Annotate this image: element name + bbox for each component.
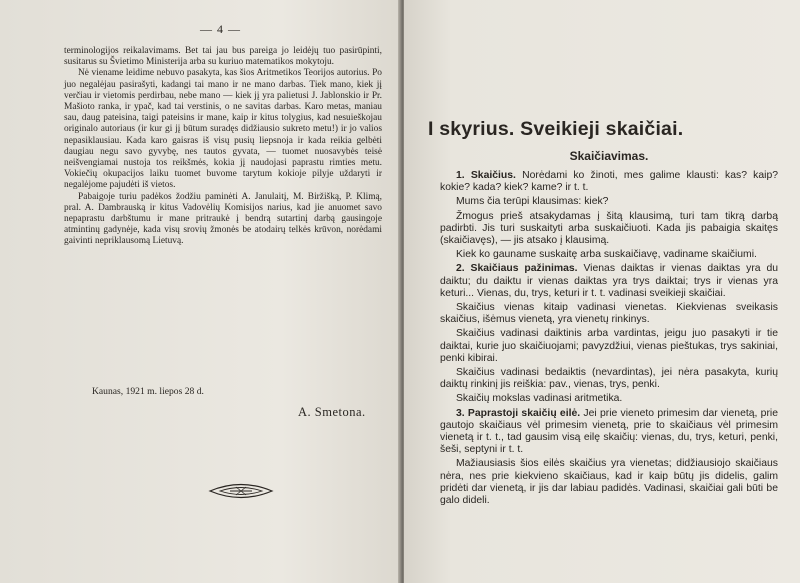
section-paragraph: Skaičius vienas kitaip vadinasi vienetas. Kiekvienas sveikasis skaičius, išėmus vienetą, yra vienetų rinkinys. xyxy=(440,302,778,326)
section-paragraph: Žmogus prieš atsakydamas į šitą klausimą, turi tam tikrą darbą padirbti. Jis turi suskaityti arba suskaičiuoti. Kada jis pabaigia skaitęs (skaičiavęs), — jis atsako į klausimą. xyxy=(440,210,778,247)
section-paragraph xyxy=(440,170,778,194)
page-number: — 4 — xyxy=(200,22,241,36)
section-heading: 3. Paprastoji skaičių eilė. xyxy=(456,407,581,419)
ornament-icon xyxy=(208,480,274,502)
preface-text xyxy=(64,46,382,248)
paragraph-text: Vienas daiktas ir vienas daiktas yra du daiktu; du daiktu ir vienas daiktas yra trys daiktai; trys ir vienas yra keturi... Vienas, du, trys, keturi ir t. t. vadinasi sveikieji skaičiai. xyxy=(440,263,779,299)
chapter-subtitle: Skaičiavimas. xyxy=(569,149,649,163)
section-heading: 2. Skaičiaus pažinimas. xyxy=(456,263,578,275)
chapter-title: I skyrius. Sveikieji skaičiai. xyxy=(428,118,684,140)
paragraph-text: Norėdami ko žinoti, mes galime klausti: kas? kaip? kokie? kada? kiek? kame? ir t. t. xyxy=(440,170,779,194)
preface-paragraph: Pabaigoje turiu padėkos žodžiu paminėti A. Janulaitį, M. Biržišką, P. Klimą, pral. A. Dambrauską ir kitus Vadovėlių Komisijos narius, kad jie anuomet savo nepaprastu darbštumu ir mane pritraukė į bendrą sutartinį darbą gausingoje atmintinų gadynėje, kada visų srovių žmonės be atodairų telkės krūvon, norėdami gaivinti nepriklausomą Lietuvą. xyxy=(64,191,382,247)
chapter-text xyxy=(440,170,778,507)
section-paragraph: Skaičių mokslas vadinasi aritmetika. xyxy=(456,393,623,405)
section-paragraph: Mažiausiasis šios eilės skaičius yra vienetas; didžiausiojo skaičiaus nėra, nes prie kiekvieno skaičiaus, kad ir kaip būtų jis didelis, galim pridėti dar vienetą, ir jis dar labiau padidės. Vadinasi, skaičiai gali būti be galo dideli. xyxy=(440,458,778,507)
preface-paragraph: Nė viename leidime nebuvo pasakyta, kas šios Aritmetikos Teorijos autorius. Po juo negalėjau pasirašyti, kadangi tai mano ir ne mano darbas. Tiek mano, kiek jį verčiau ir vietomis perdirbau, nebe mano — kiek jį yra palietusi J. Jablonskio ir Pr. Mašioto ranka, ir ypač, kad tai verstinis, o ne savitas darbas. Karo metas, maniau sau, daug pateisina, taigi pateisins ir mane, kaip ir kitus tolygius, kad nesuieškojau originalo autoriaus (ir kur gi jį būtum suradęs didžiausio sukreto metu!) ir jo valios nepasiklausiau. Kada karo gaisras iš visų pusių liepsnoja ir kada reikia gelbėti daugiau negu savo gyvybę, nes tautos gyvata, — tuomet nuosavybės teisė neišvengiamai nustoja tos reikšmės, kokia jį naudojasi paprastu rimties metu. Vokiečių okupacijos laiku tuomet buvome tarytum kokioje pilyje uždaryti ir negalėjome pajudėti iš vietos. xyxy=(64,68,382,191)
section-heading: 1. Skaičius. xyxy=(456,170,516,181)
section-paragraph: Skaičius vadinasi bedaiktis (nevardintas), jei nėra pasakyta, kurių daiktų rinkinį jis reiškia: pav., vienas, trys, penki. xyxy=(440,367,778,391)
section-paragraph: Mums čia terūpi klausimas: kiek? xyxy=(456,196,609,208)
section-paragraph xyxy=(440,263,778,300)
signature: A. Smetona. xyxy=(298,405,366,419)
section-paragraph xyxy=(440,408,778,457)
section-paragraph: Skaičius vadinasi daiktinis arba vardintas, jeigu juo pasakyti ir tie daiktai, kurie juo skaičiuojami; pavyzdžiui, vienas pieštukas, trys sakiniai, penki kibirai. xyxy=(440,328,778,364)
dateline: Kaunas, 1921 m. liepos 28 d. xyxy=(92,386,204,397)
chapter-content xyxy=(428,118,779,509)
paragraph-text: Jei prie vieneto primesim dar vienetą, prie gautojo skaičiaus vėl primesim vienetą, prie to skaičiaus vėl primesim vienetą ir t. t., tad gausim visą eilę skaičių: vienas, du, trys, keturi, penki, šeši, septyni ir t. t. xyxy=(440,407,778,456)
section-paragraph: Kiek ko gauname suskaitę arba suskaičiavę, vadiname skaičiumi. xyxy=(456,249,757,261)
preface-paragraph: terminologijos reikalavimams. Bet tai jau bus pareiga jo leidėjų tuo pasirūpinti, susitarus su Švietimo Ministerija arba su kuriuo matematikos mokytoju. xyxy=(64,46,382,68)
